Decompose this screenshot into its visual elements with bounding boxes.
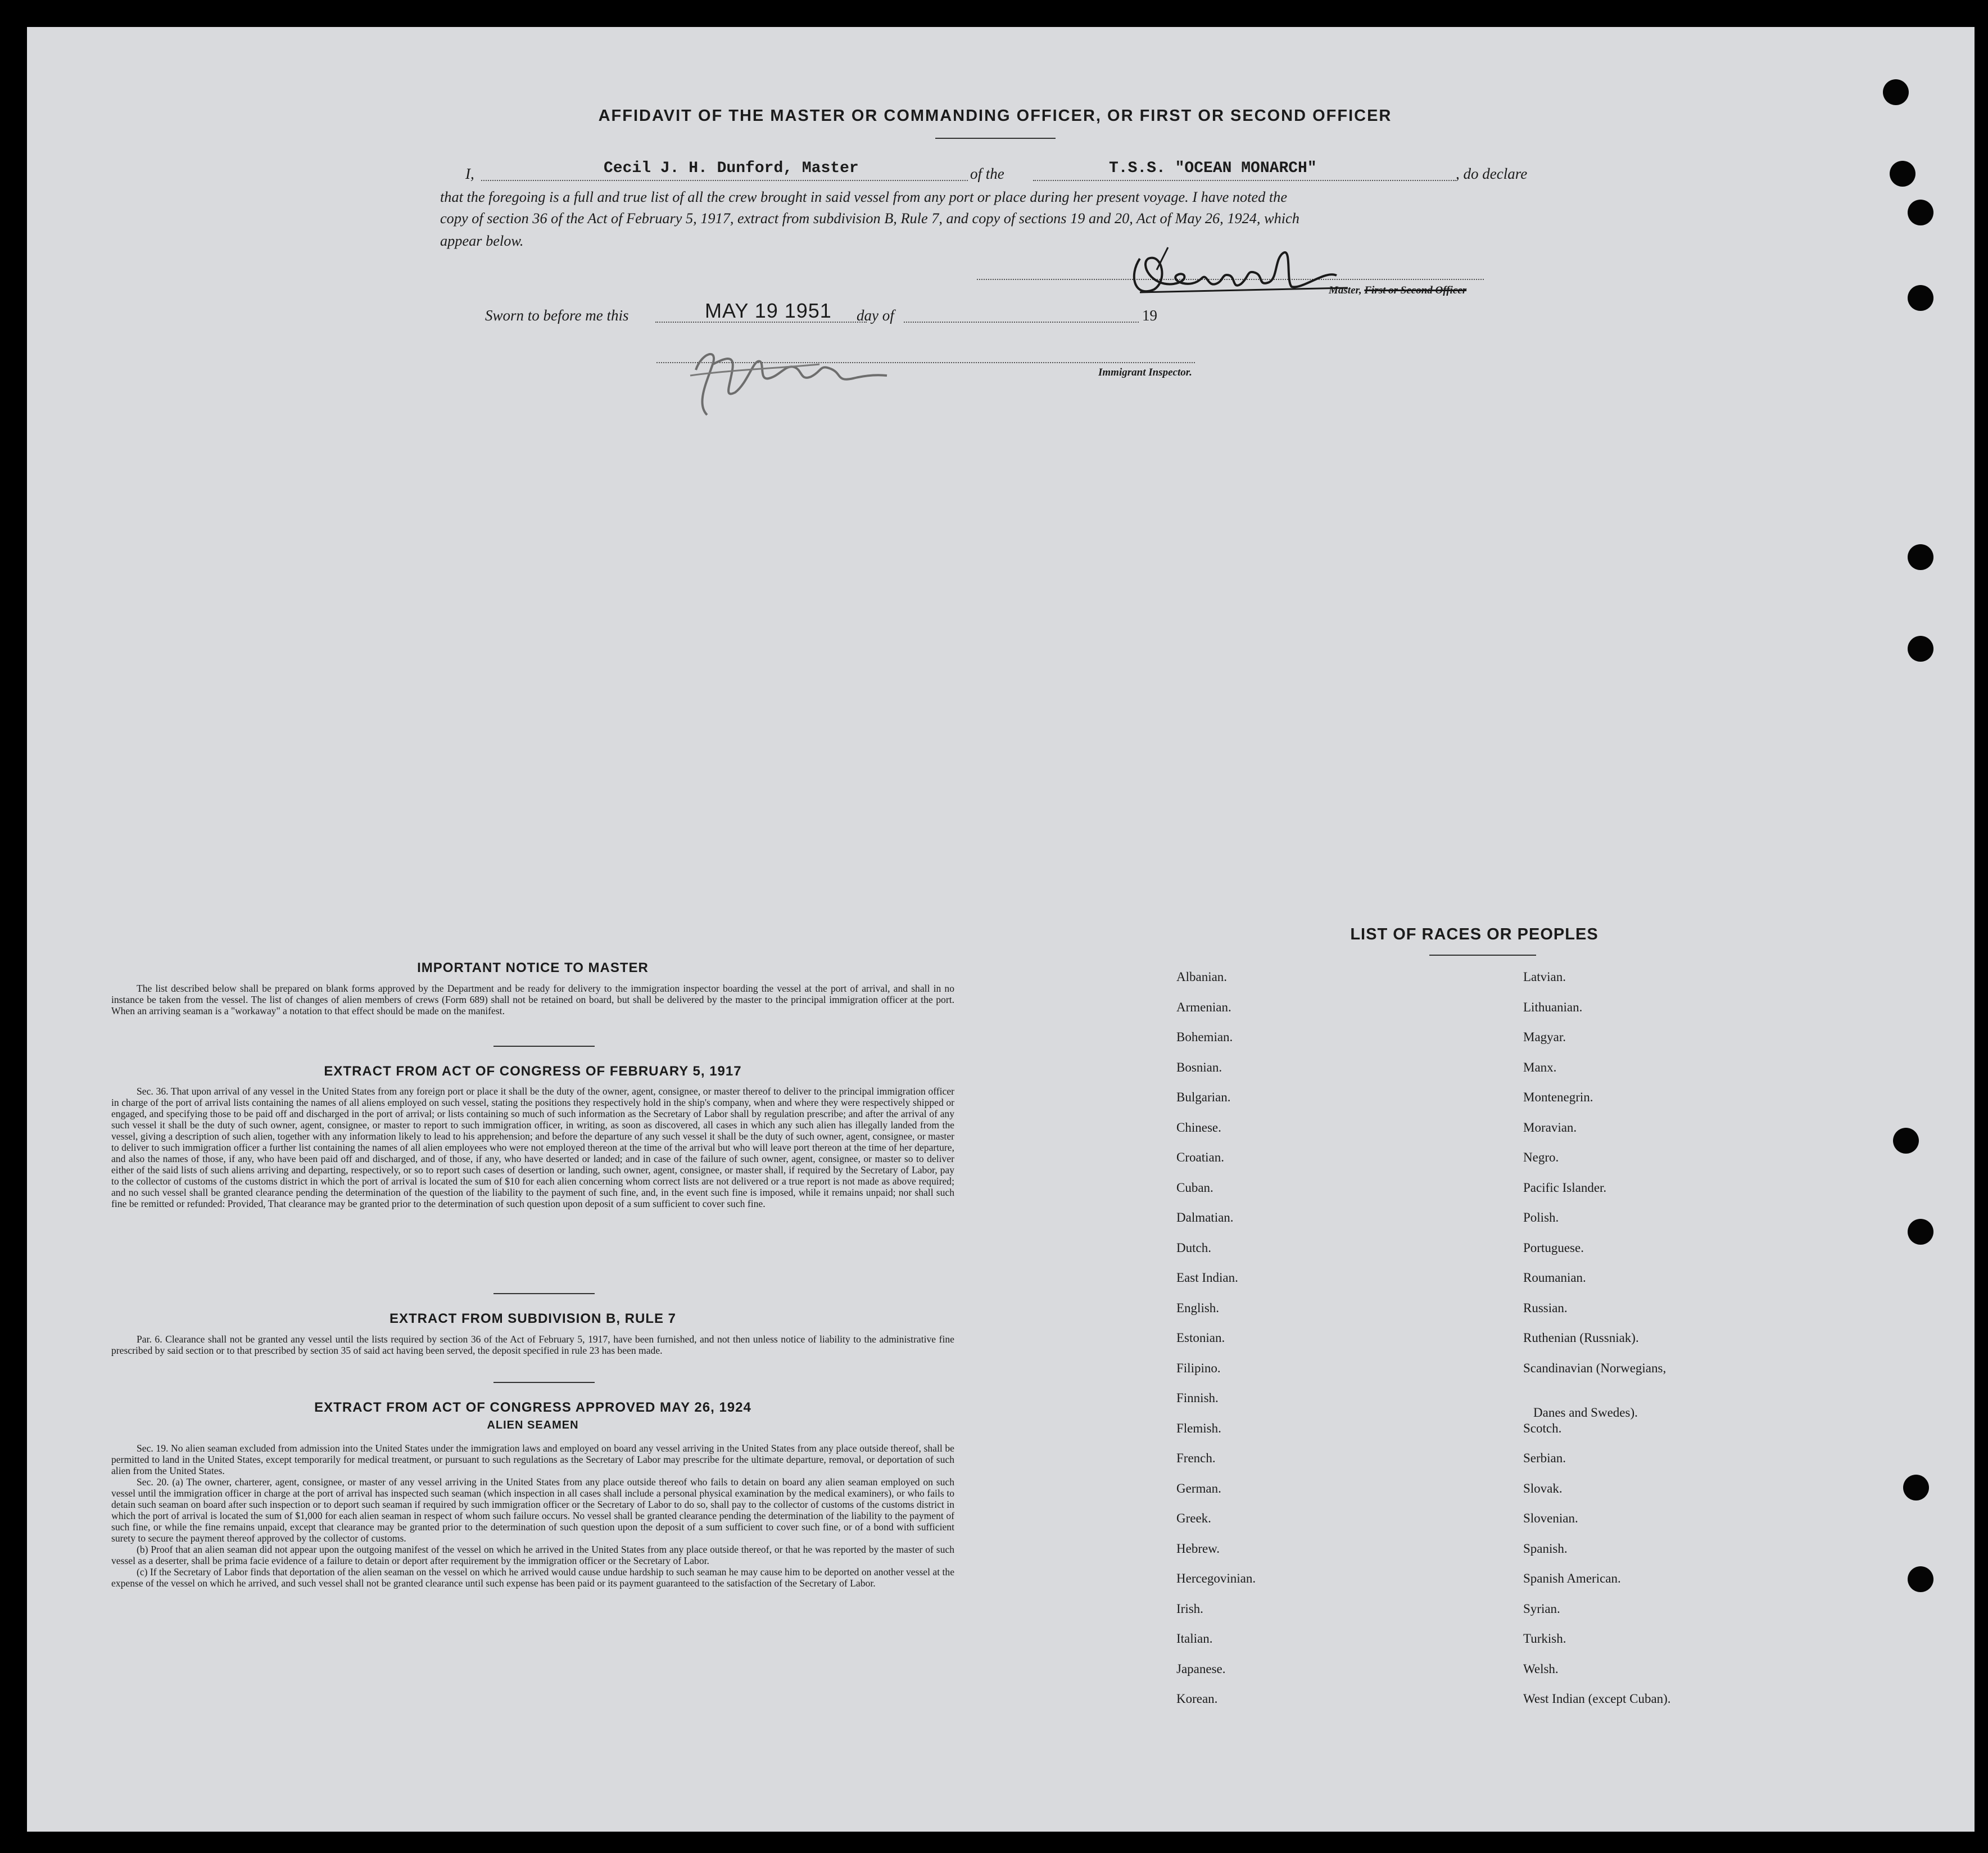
race-item: Dutch. [1176, 1240, 1211, 1255]
affidavit-i: I, [465, 165, 474, 182]
race-item: Roumanian. [1523, 1271, 1586, 1285]
section-divider [493, 1046, 595, 1047]
race-item: Bohemian. [1176, 1030, 1233, 1044]
race-item: Welsh. [1523, 1661, 1559, 1676]
document-page [27, 27, 1975, 1832]
vessel-name: T.S.S. "OCEAN MONARCH" [1109, 160, 1317, 177]
sworn-prefix: Sworn to before me this [485, 307, 629, 324]
master-label-text: Master, [1329, 284, 1362, 296]
sec-20b-text: (b) Proof that an alien seaman did not appear upon the outgoing manifest of the vessel on which he arrived in the United States from any place outside thereof, or that he was reported by the master of such vessel as a deserter, shall be prima facie evidence of a failure to detain or deport after requirement by the immigration officer or the Secretary of Labor. [111, 1544, 954, 1566]
extract-1924-title: EXTRACT FROM ACT OF CONGRESS APPROVED MAY 26, 1924 [314, 1400, 751, 1415]
race-item: French. [1176, 1451, 1216, 1465]
race-item: English. [1176, 1300, 1220, 1315]
inspector-signature [673, 331, 898, 426]
race-item: Turkish. [1523, 1631, 1566, 1646]
race-item: Ruthenian (Russniak). [1523, 1331, 1639, 1345]
race-item: Portuguese. [1523, 1240, 1584, 1255]
sec-20a-text: Sec. 20. (a) The owner, charterer, agent, consignee, or master of any vessel arriving in the United States from any place outside thereof who fails to detain on board any alien seaman employed on such vessel until the immigration officer in charge at the port of arrival has inspected such seaman (which inspection in all cases shall include a personal physical examination by the medical examiners), or who fails to detain such seaman on board after such inspection or to deport such seaman if required by such immigration officer or the Secretary of Labor to do so, shall pay to the collector of customs of the customs district in which the port of arrival is located the sum of $1,000 for each alien seaman in respect of whom such failure occurs. No vessel shall be granted clearance pending the determination of the liability to the payment of such fine, or while the fine remains unpaid, except that clearance may be granted prior to the determination of such question upon the deposit of a sum sufficient to cover such fine, or of a bond with sufficient surety to secure the payment thereof approved by the collector of customs. [111, 1476, 954, 1544]
sec-19-text: Sec. 19. No alien seaman excluded from admission into the United States under the immigration laws and employed on board any vessel arriving in the United States from any place outside thereof, shall be permitted to land in the United States, except temporarily for medical treatment, or pursuant to such regulations as the Secretary of Labor may prescribe for the ultimate departure, removal, or deportation of such alien from the United States. [111, 1443, 954, 1476]
rule7-body [111, 1334, 954, 1356]
race-item: Hebrew. [1176, 1541, 1220, 1556]
notice-body [111, 983, 954, 1016]
master-label [1329, 284, 1466, 297]
race-item: Moravian. [1523, 1120, 1577, 1135]
affidavit-title: AFFIDAVIT OF THE MASTER OR COMMANDING OFFICER, OR FIRST OR SECOND OFFICER [598, 107, 1392, 125]
vessel-dotted-line [1033, 180, 1456, 181]
race-item: Danes and Swedes). [1533, 1405, 1638, 1420]
race-item: Polish. [1523, 1210, 1559, 1224]
race-item: Flemish. [1176, 1421, 1221, 1435]
race-item: Slovenian. [1523, 1511, 1578, 1525]
inspector-label: Immigrant Inspector. [1098, 367, 1192, 378]
race-item: West Indian (except Cuban). [1523, 1692, 1671, 1706]
race-item: East Indian. [1176, 1271, 1238, 1285]
race-item: Scandinavian (Norwegians, [1523, 1361, 1667, 1375]
extract-1917-title: EXTRACT FROM ACT OF CONGRESS OF FEBRUARY 5, 1917 [324, 1064, 742, 1079]
race-item: Pacific Islander. [1523, 1180, 1607, 1195]
title-rule [935, 138, 1056, 139]
binder-hole [1883, 79, 1909, 105]
race-item: Croatian. [1176, 1150, 1224, 1164]
race-item: Japanese. [1176, 1661, 1226, 1676]
affidavit-line2: that the foregoing is a full and true list of all the crew brought in said vessel from any port or place during her present voyage. I have noted the [440, 189, 1287, 205]
section-divider [493, 1293, 595, 1294]
sworn-day-of: day of [857, 307, 894, 324]
master-signature [1123, 236, 1370, 309]
race-item: Finnish. [1176, 1391, 1219, 1405]
rule7-title: EXTRACT FROM SUBDIVISION B, RULE 7 [389, 1311, 677, 1326]
race-item: Cuban. [1176, 1180, 1213, 1195]
race-item: Albanian. [1176, 970, 1228, 984]
sworn-month-line [904, 322, 1139, 323]
race-item: Chinese. [1176, 1120, 1221, 1135]
race-item: German. [1176, 1481, 1221, 1495]
binder-hole [1908, 200, 1933, 225]
affidavit-do-declare: , do declare [1456, 165, 1528, 182]
binder-hole [1908, 636, 1933, 662]
extract-1924-body [111, 1443, 954, 1589]
notice-text: The list described below shall be prepared on blank forms approved by the Department and be ready for delivery to the immigration inspector boarding the vessel at the port of arrival, and shall in no instance be taken from the vessel. The list of changes of alien members of crews (Form 689) shall not be retained on board, but shall be delivered by the master to the principal immigration officer at the port. When an arriving seaman is a "workaway" a notation to that effect should be made on the manifest. [111, 983, 954, 1016]
binder-hole [1893, 1128, 1919, 1154]
extract-1924-subtitle: ALIEN SEAMEN [487, 1419, 579, 1431]
race-item: Scotch. [1523, 1421, 1562, 1435]
binder-hole [1908, 1219, 1933, 1245]
race-item: Slovak. [1523, 1481, 1563, 1495]
officer-name: Cecil J. H. Dunford, Master [604, 160, 859, 177]
race-item: Hercegovinian. [1176, 1571, 1256, 1585]
race-item: Spanish. [1523, 1541, 1568, 1556]
extract-1917-text: Sec. 36. That upon arrival of any vessel in the United States from any foreign port or place it shall be the duty of the owner, agent, consignee, or master thereof to deliver to the principal immigration officer in charge of the port of arrival lists containing the names of all aliens employed on such vessel, stating the positions they respectively hold in the ship's company, when and where they were respectively shipped or engaged, and specifying those to be paid off and discharged in the port of arrival; or lists containing so much of such information as the Secretary of Labor shall by regulation prescribe; and after the arrival of any such vessel it shall be the duty of such owner, agent, consignee, or master to report to such immigration officer, in writing, as soon as discovered, all cases in which any such alien has illegally landed from the vessel, giving a description of such alien, together with any information likely to lead to his apprehension; and before the departure of any such vessel it shall be the duty of such owner, agent, consignee, or master to deliver to such immigration officer a further list containing the names of all alien employees who were not employed thereon at the time of the arrival but who will leave port thereon at the time of her departure, and also the names of those, if any, who have been paid off and discharged, and of those, if any, who have deserted or landed; and in case of the failure of such owner, agent, consignee, or master so to deliver either of the said lists of such aliens arriving and departing, respectively, or so to report such cases of desertion or landing, such owner, agent, consignee, or master shall, if required by the Secretary of Labor, pay to the collector of customs of the customs district in which the port of arrival is located the sum of $10 for each alien concerning whom correct lists are not delivered or a true report is not made as above required; and no such vessel shall be granted clearance pending the determination of the question of the liability to the payment of such fine, and, in the event such fine is imposed, while it remains unpaid; nor shall such fine be remitted or refunded: Provided, That clearance may be granted prior to the determination of such question upon deposit of a sum sufficient to cover such fine. [111, 1086, 954, 1209]
races-title-rule [1429, 955, 1536, 956]
sworn-date-stamp: MAY 19 1951 [705, 299, 832, 322]
affidavit-of-the: of the [970, 165, 1004, 182]
race-item: Magyar. [1523, 1030, 1566, 1044]
race-item: Serbian. [1523, 1451, 1566, 1465]
race-item: Estonian. [1176, 1331, 1225, 1345]
race-item: Filipino. [1176, 1361, 1221, 1375]
binder-hole [1890, 161, 1915, 187]
races-title: LIST OF RACES OR PEOPLES [1350, 925, 1598, 943]
extract-1917-body [111, 1086, 954, 1209]
race-item: Bosnian. [1176, 1060, 1222, 1074]
race-item: Latvian. [1523, 970, 1566, 984]
binder-hole [1908, 544, 1933, 570]
binder-hole [1903, 1475, 1929, 1501]
race-item: Bulgarian. [1176, 1090, 1231, 1104]
affidavit-line4: appear below. [440, 233, 524, 249]
master-label-struck: First or Second Officer [1364, 284, 1467, 296]
race-item: Irish. [1176, 1601, 1203, 1616]
name-dotted-line [481, 180, 968, 181]
binder-hole [1908, 1566, 1933, 1592]
race-item: Negro. [1523, 1150, 1559, 1164]
race-item: Dalmatian. [1176, 1210, 1234, 1224]
race-item: Manx. [1523, 1060, 1557, 1074]
race-item: Russian. [1523, 1300, 1568, 1315]
race-item: Montenegrin. [1523, 1090, 1593, 1104]
binder-hole [1908, 285, 1933, 311]
affidavit-line3: copy of section 36 of the Act of February 5, 1917, extract from subdivision B, Rule 7, and copy of sections 19 and 20, Act of May 26, 1924, which [440, 210, 1299, 227]
sec-20c-text: (c) If the Secretary of Labor finds that deportation of the alien seaman on the vessel on which he arrived would cause undue hardship to such seaman he may cause him to be deported on another vessel at the expense of the vessel on which he arrived, and such vessel shall not be granted clearance until such expense has been paid or its payment guaranteed to the satisfaction of the Secretary of Labor. [111, 1566, 954, 1589]
sworn-year: 19 [1142, 307, 1157, 324]
race-item: Syrian. [1523, 1601, 1560, 1616]
race-item: Spanish American. [1523, 1571, 1621, 1585]
race-item: Korean. [1176, 1692, 1218, 1706]
section-divider [493, 1382, 595, 1383]
race-item: Italian. [1176, 1631, 1213, 1646]
race-item: Armenian. [1176, 1000, 1231, 1014]
race-item: Greek. [1176, 1511, 1211, 1525]
rule7-text: Par. 6. Clearance shall not be granted any vessel until the lists required by section 36 of the Act of February 5, 1917, have been furnished, and not then unless notice of liability to the administrative fine prescribed by said section or to that prescribed by section 35 of said act having been served, the deposit specified in rule 23 has been made. [111, 1334, 954, 1356]
race-item: Lithuanian. [1523, 1000, 1583, 1014]
notice-title: IMPORTANT NOTICE TO MASTER [417, 960, 649, 975]
